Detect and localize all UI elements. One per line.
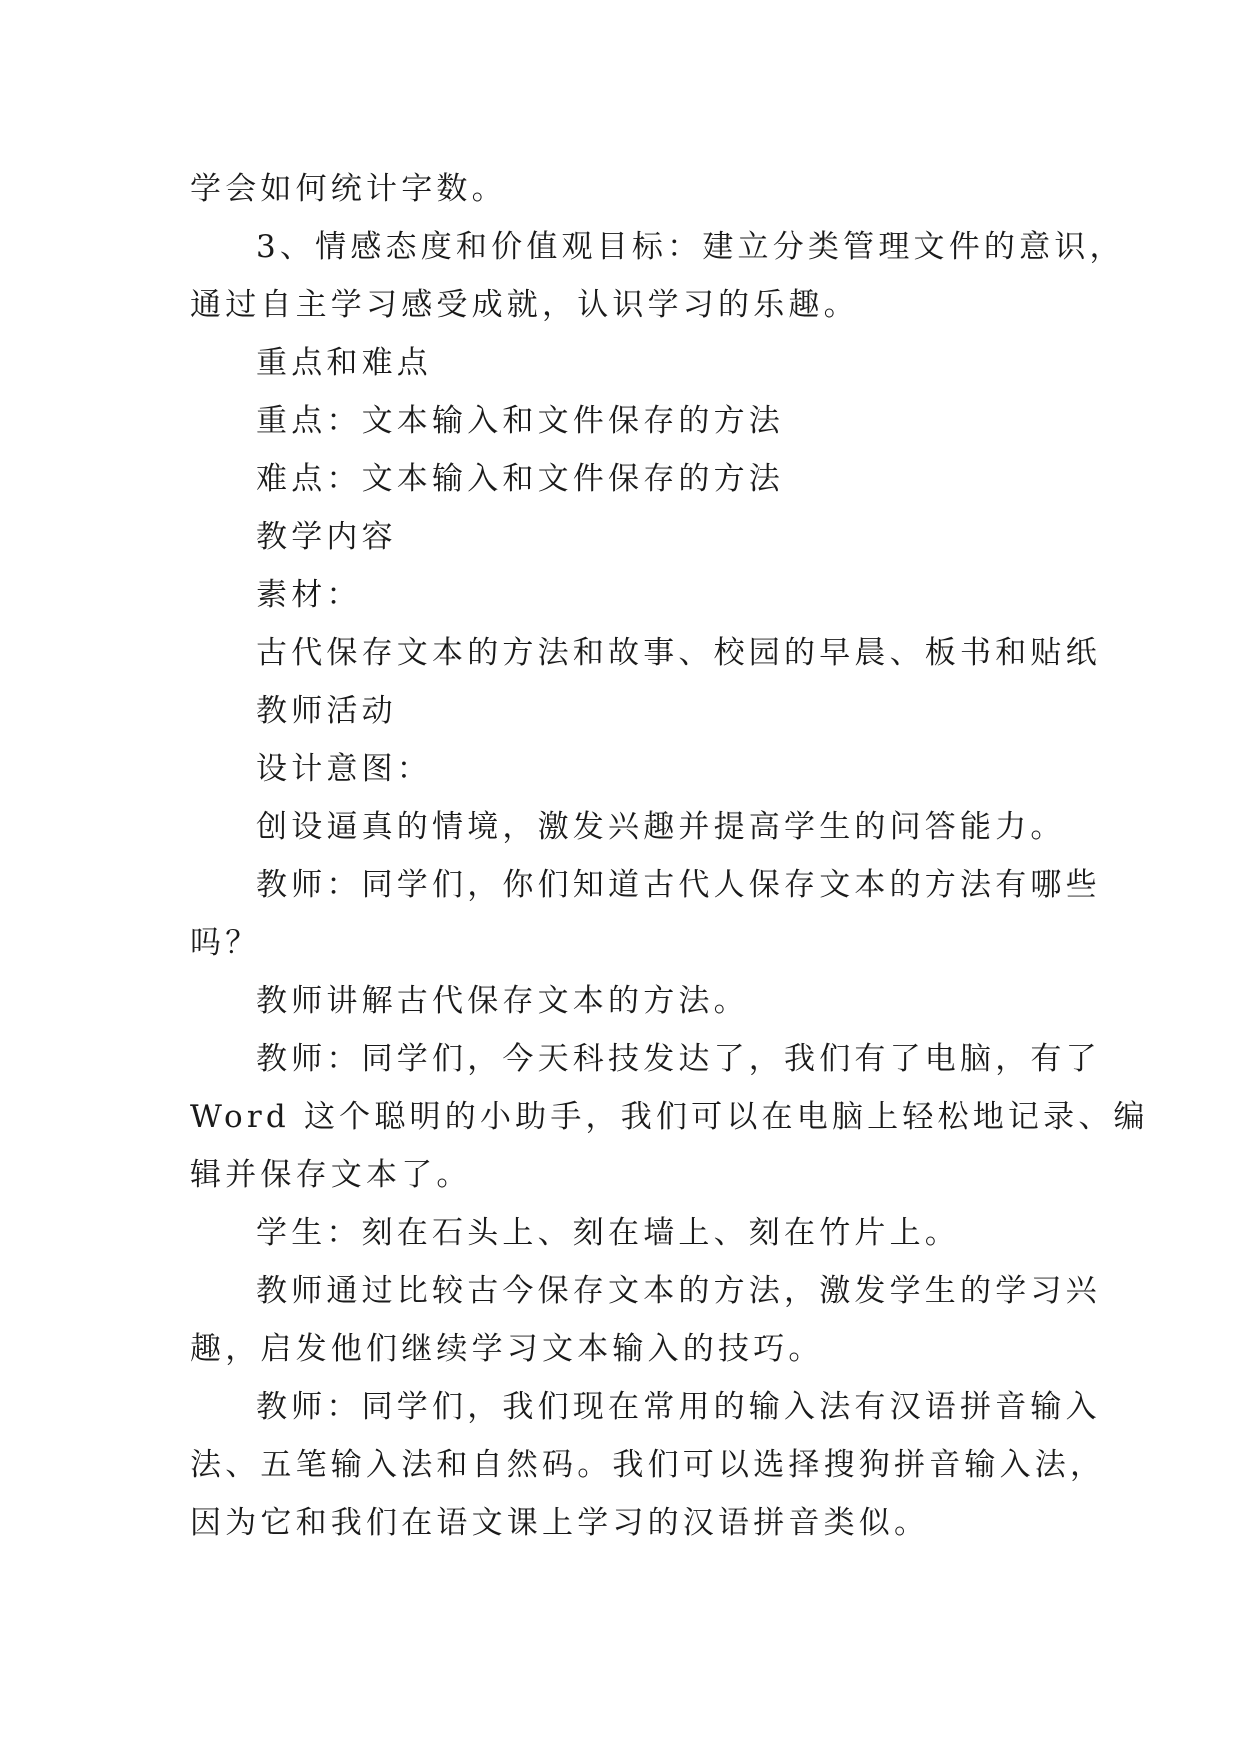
text-line: 重点：文本输入和文件保存的方法 [256, 403, 784, 439]
text-line: 因为它和我们在语文课上学习的汉语拼音类似。 [190, 1505, 930, 1541]
text-line: 素材： [256, 577, 362, 613]
text-line: 3、情感态度和价值观目标：建立分类管理文件的意识， [256, 229, 1125, 265]
text-line: 学会如何统计字数。 [190, 171, 507, 207]
section-heading: 重点和难点 [256, 345, 432, 381]
text-line: Word 这个聪明的小助手，我们可以在电脑上轻松地记录、编 [190, 1099, 1149, 1135]
text-line: 法、五笔输入法和自然码。我们可以选择搜狗拼音输入法， [190, 1447, 1106, 1483]
section-heading: 教师活动 [256, 693, 397, 729]
section-heading: 教学内容 [256, 519, 397, 555]
text-line: 学生：刻在石头上、刻在墙上、刻在竹片上。 [256, 1215, 960, 1251]
text-line: 教师讲解古代保存文本的方法。 [256, 983, 749, 1019]
text-line: 教师：同学们，我们现在常用的输入法有汉语拼音输入 [256, 1389, 1101, 1425]
text-line: 古代保存文本的方法和故事、校园的早晨、板书和贴纸 [256, 635, 1101, 671]
document-body [190, 160, 1149, 1552]
text-line: 通过自主学习感受成就，认识学习的乐趣。 [190, 287, 859, 323]
text-line: 趣，启发他们继续学习文本输入的技巧。 [190, 1331, 824, 1367]
text-line: 难点：文本输入和文件保存的方法 [256, 461, 784, 497]
text-line: 设计意图： [256, 751, 432, 787]
text-line: 教师：同学们，今天科技发达了，我们有了电脑，有了 [256, 1041, 1101, 1077]
text-line: 吗？ [190, 925, 261, 961]
text-line: 创设逼真的情境，激发兴趣并提高学生的问答能力。 [256, 809, 1066, 845]
text-line: 辑并保存文本了。 [190, 1157, 472, 1193]
text-line: 教师通过比较古今保存文本的方法，激发学生的学习兴 [256, 1273, 1101, 1309]
text-line: 教师：同学们，你们知道古代人保存文本的方法有哪些 [256, 867, 1101, 903]
